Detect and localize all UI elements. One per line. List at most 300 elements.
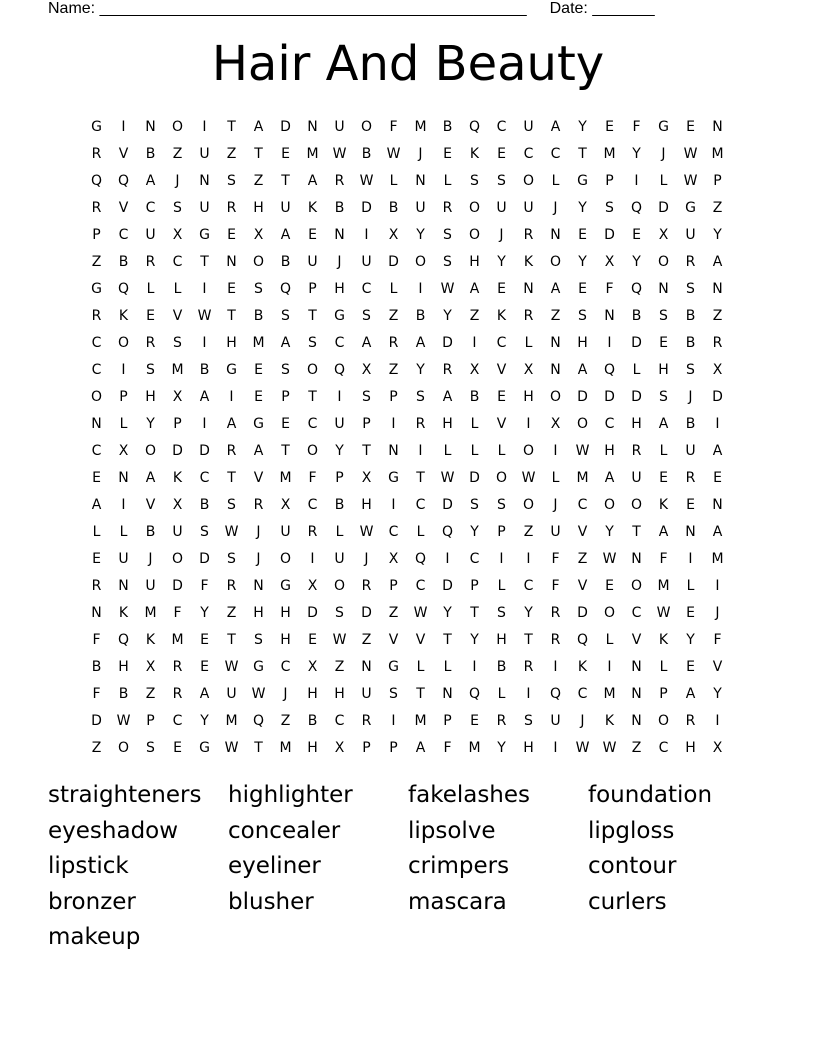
grid-letter: N bbox=[631, 712, 642, 729]
grid-letter: V bbox=[118, 145, 129, 162]
grid-letter: C bbox=[280, 658, 291, 675]
grid-letter: S bbox=[227, 550, 236, 567]
grid-letter: C bbox=[199, 469, 210, 486]
grid-letter: G bbox=[388, 469, 399, 486]
word-bank-item: foundation bbox=[588, 782, 713, 808]
grid-letter: H bbox=[523, 388, 534, 405]
grid-letter: U bbox=[145, 226, 156, 243]
grid-letter: H bbox=[145, 388, 156, 405]
grid-letter: A bbox=[604, 469, 615, 486]
grid-letter: S bbox=[227, 496, 236, 513]
grid-letter: L bbox=[497, 577, 506, 594]
grid-letter: J bbox=[553, 199, 558, 216]
grid-letter: O bbox=[549, 388, 562, 405]
grid-letter: F bbox=[713, 631, 722, 648]
grid-letter: W bbox=[575, 442, 590, 459]
grid-letter: G bbox=[253, 658, 264, 675]
grid-letter: H bbox=[334, 685, 345, 702]
grid-letter: O bbox=[360, 118, 373, 135]
grid-letter: W bbox=[251, 685, 266, 702]
grid-letter: M bbox=[576, 469, 589, 486]
grid-letter: H bbox=[577, 334, 588, 351]
name-blank: ________________________________________________ bbox=[99, 0, 527, 17]
grid-letter: I bbox=[202, 280, 207, 297]
grid-letter: Y bbox=[443, 307, 452, 324]
grid-letter: R bbox=[226, 199, 237, 216]
grid-letter: O bbox=[252, 253, 265, 270]
grid-letter: P bbox=[713, 172, 722, 189]
grid-letter: S bbox=[443, 226, 452, 243]
grid-letter: L bbox=[524, 334, 533, 351]
grid-letter: M bbox=[711, 550, 724, 567]
grid-letter: Q bbox=[117, 172, 130, 189]
word-bank-item: straighteners bbox=[48, 782, 202, 808]
word-search-grid bbox=[83, 113, 731, 761]
grid-letter: U bbox=[685, 442, 696, 459]
grid-letter: B bbox=[415, 307, 426, 324]
grid-letter: K bbox=[307, 199, 318, 216]
grid-letter: E bbox=[659, 334, 668, 351]
grid-letter: E bbox=[173, 739, 182, 756]
grid-letter: Z bbox=[361, 631, 372, 648]
grid-letter: G bbox=[199, 226, 210, 243]
grid-letter: C bbox=[469, 550, 480, 567]
grid-letter: D bbox=[712, 388, 723, 405]
grid-letter: Y bbox=[470, 631, 479, 648]
grid-letter: B bbox=[145, 145, 156, 162]
date-blank: _______ bbox=[592, 0, 655, 17]
grid-letter: V bbox=[118, 199, 129, 216]
grid-letter: A bbox=[712, 523, 723, 540]
grid-letter: J bbox=[553, 496, 558, 513]
grid-letter: L bbox=[443, 658, 452, 675]
grid-letter: I bbox=[229, 388, 234, 405]
grid-letter: I bbox=[715, 577, 720, 594]
grid-letter: L bbox=[659, 442, 668, 459]
grid-letter: A bbox=[415, 334, 426, 351]
grid-letter: C bbox=[577, 496, 588, 513]
grid-letter: P bbox=[308, 280, 317, 297]
grid-letter: M bbox=[279, 739, 292, 756]
grid-letter: I bbox=[472, 334, 477, 351]
grid-letter: Z bbox=[388, 604, 399, 621]
grid-letter: O bbox=[630, 496, 643, 513]
grid-letter: A bbox=[199, 388, 210, 405]
grid-letter: U bbox=[685, 226, 696, 243]
grid-letter: W bbox=[602, 550, 617, 567]
grid-letter: H bbox=[658, 361, 669, 378]
grid-letter: A bbox=[280, 334, 291, 351]
grid-letter: E bbox=[497, 145, 506, 162]
grid-letter: S bbox=[173, 334, 182, 351]
grid-letter: E bbox=[497, 280, 506, 297]
grid-letter: D bbox=[442, 577, 453, 594]
grid-letter: T bbox=[416, 469, 425, 486]
grid-letter: O bbox=[522, 496, 535, 513]
grid-letter: C bbox=[658, 739, 669, 756]
grid-letter: N bbox=[631, 658, 642, 675]
grid-letter: T bbox=[308, 388, 317, 405]
grid-letter: E bbox=[308, 631, 317, 648]
grid-letter: A bbox=[550, 118, 561, 135]
grid-letter: I bbox=[526, 685, 531, 702]
grid-letter: D bbox=[577, 604, 588, 621]
grid-letter: H bbox=[496, 631, 507, 648]
grid-letter: U bbox=[199, 199, 210, 216]
grid-letter: N bbox=[334, 226, 345, 243]
grid-letter: O bbox=[522, 442, 535, 459]
grid-letter: G bbox=[388, 658, 399, 675]
grid-letter: P bbox=[173, 415, 182, 432]
grid-letter: E bbox=[686, 658, 695, 675]
grid-letter: C bbox=[415, 496, 426, 513]
grid-letter: I bbox=[688, 550, 693, 567]
grid-letter: C bbox=[604, 415, 615, 432]
grid-letter: U bbox=[550, 712, 561, 729]
grid-letter: S bbox=[416, 388, 425, 405]
grid-letter: S bbox=[659, 307, 668, 324]
grid-letter: A bbox=[91, 496, 102, 513]
grid-letter: S bbox=[254, 280, 263, 297]
grid-letter: R bbox=[550, 604, 561, 621]
grid-letter: S bbox=[227, 172, 236, 189]
grid-letter: Z bbox=[334, 658, 345, 675]
grid-letter: R bbox=[253, 496, 264, 513]
grid-letter: Y bbox=[200, 712, 209, 729]
grid-letter: Y bbox=[578, 199, 587, 216]
grid-letter: Y bbox=[632, 145, 641, 162]
grid-letter: H bbox=[307, 739, 318, 756]
word-bank-item: blusher bbox=[228, 888, 314, 915]
grid-letter: L bbox=[119, 523, 128, 540]
grid-letter: C bbox=[307, 415, 318, 432]
grid-letter: T bbox=[200, 253, 209, 270]
word-bank-item: curlers bbox=[588, 888, 667, 915]
grid-letter: F bbox=[632, 118, 641, 135]
grid-letter: X bbox=[172, 496, 183, 513]
grid-letter: E bbox=[470, 712, 479, 729]
header-fields bbox=[48, 0, 655, 20]
grid-letter: R bbox=[91, 145, 102, 162]
grid-letter: G bbox=[226, 361, 237, 378]
grid-letter: Q bbox=[117, 280, 130, 297]
grid-letter: C bbox=[307, 496, 318, 513]
grid-letter: P bbox=[659, 685, 668, 702]
word-bank-item: eyeliner bbox=[228, 853, 321, 879]
grid-letter: P bbox=[362, 739, 371, 756]
grid-letter: W bbox=[521, 469, 536, 486]
grid-letter: N bbox=[685, 523, 696, 540]
grid-letter: H bbox=[334, 280, 345, 297]
grid-letter: U bbox=[226, 685, 237, 702]
grid-letter: Y bbox=[713, 226, 722, 243]
grid-letter: X bbox=[145, 658, 156, 675]
grid-letter: N bbox=[550, 361, 561, 378]
grid-letter: T bbox=[308, 307, 317, 324]
word-bank-item: lipsolve bbox=[408, 817, 496, 844]
grid-letter: C bbox=[91, 334, 102, 351]
grid-letter: O bbox=[306, 361, 319, 378]
grid-letter: U bbox=[361, 253, 372, 270]
grid-letter: R bbox=[388, 334, 399, 351]
grid-letter: I bbox=[202, 118, 207, 135]
grid-letter: E bbox=[281, 145, 290, 162]
grid-letter: X bbox=[307, 577, 318, 594]
grid-letter: N bbox=[361, 658, 372, 675]
grid-letter: Y bbox=[443, 604, 452, 621]
grid-letter: R bbox=[550, 631, 561, 648]
grid-letter: T bbox=[254, 739, 263, 756]
grid-letter: L bbox=[605, 631, 614, 648]
grid-letter: A bbox=[226, 415, 237, 432]
grid-letter: S bbox=[659, 388, 668, 405]
grid-letter: N bbox=[199, 172, 210, 189]
grid-letter: Z bbox=[253, 172, 264, 189]
grid-letter: M bbox=[144, 604, 157, 621]
grid-letter: P bbox=[335, 469, 344, 486]
grid-letter: Q bbox=[441, 523, 454, 540]
grid-letter: K bbox=[118, 604, 129, 621]
grid-letter: X bbox=[712, 361, 723, 378]
grid-letter: W bbox=[359, 523, 374, 540]
grid-letter: X bbox=[523, 361, 534, 378]
grid-letter: U bbox=[280, 199, 291, 216]
grid-letter: S bbox=[200, 523, 209, 540]
grid-letter: Y bbox=[497, 739, 506, 756]
grid-letter: C bbox=[172, 253, 183, 270]
grid-letter: Y bbox=[146, 415, 155, 432]
grid-letter: Q bbox=[333, 361, 346, 378]
grid-letter: E bbox=[578, 226, 587, 243]
grid-letter: V bbox=[577, 577, 588, 594]
grid-letter: X bbox=[334, 739, 345, 756]
grid-letter: I bbox=[607, 658, 612, 675]
grid-letter: T bbox=[524, 631, 533, 648]
grid-letter: N bbox=[307, 118, 318, 135]
grid-letter: R bbox=[172, 658, 183, 675]
grid-letter: W bbox=[224, 739, 239, 756]
grid-letter: J bbox=[256, 550, 261, 567]
grid-letter: U bbox=[307, 253, 318, 270]
grid-letter: H bbox=[280, 604, 291, 621]
grid-letter: H bbox=[604, 442, 615, 459]
grid-letter: V bbox=[496, 361, 507, 378]
grid-letter: I bbox=[607, 334, 612, 351]
grid-letter: N bbox=[712, 496, 723, 513]
grid-letter: R bbox=[361, 712, 372, 729]
grid-letter: H bbox=[307, 685, 318, 702]
grid-letter: R bbox=[361, 577, 372, 594]
grid-letter: S bbox=[146, 361, 155, 378]
grid-letter: F bbox=[659, 550, 668, 567]
grid-letter: I bbox=[202, 415, 207, 432]
grid-letter: A bbox=[307, 172, 318, 189]
grid-letter: A bbox=[199, 685, 210, 702]
grid-letter: T bbox=[227, 631, 236, 648]
grid-letter: S bbox=[362, 307, 371, 324]
grid-letter: S bbox=[443, 253, 452, 270]
grid-letter: Q bbox=[414, 550, 427, 567]
grid-letter: W bbox=[440, 469, 455, 486]
grid-letter: E bbox=[254, 388, 263, 405]
grid-letter: B bbox=[361, 145, 372, 162]
grid-letter: U bbox=[199, 145, 210, 162]
grid-letter: C bbox=[523, 577, 534, 594]
grid-letter: M bbox=[414, 118, 427, 135]
grid-letter: Q bbox=[549, 685, 562, 702]
grid-letter: Z bbox=[91, 739, 102, 756]
grid-letter: X bbox=[307, 658, 318, 675]
grid-letter: F bbox=[92, 685, 101, 702]
grid-letter: O bbox=[657, 712, 670, 729]
grid-letter: C bbox=[145, 199, 156, 216]
grid-letter: N bbox=[631, 550, 642, 567]
grid-letter: Z bbox=[712, 199, 723, 216]
grid-letter: B bbox=[307, 712, 318, 729]
grid-letter: D bbox=[442, 496, 453, 513]
grid-letter: M bbox=[225, 712, 238, 729]
grid-letter: Y bbox=[470, 523, 479, 540]
grid-letter: W bbox=[359, 172, 374, 189]
grid-letter: I bbox=[553, 442, 558, 459]
grid-letter: O bbox=[522, 172, 535, 189]
grid-letter: N bbox=[91, 604, 102, 621]
grid-letter: N bbox=[118, 577, 129, 594]
grid-letter: E bbox=[605, 118, 614, 135]
grid-letter: R bbox=[712, 334, 723, 351]
grid-letter: O bbox=[468, 199, 481, 216]
page-title: Hair And Beauty bbox=[211, 36, 605, 92]
grid-letter: B bbox=[199, 496, 210, 513]
grid-letter: I bbox=[499, 550, 504, 567]
grid-letter: S bbox=[686, 280, 695, 297]
grid-letter: Q bbox=[630, 280, 643, 297]
grid-letter: J bbox=[688, 388, 693, 405]
grid-letter: R bbox=[334, 172, 345, 189]
grid-letter: H bbox=[442, 415, 453, 432]
grid-letter: S bbox=[686, 361, 695, 378]
grid-letter: I bbox=[526, 415, 531, 432]
grid-letter: X bbox=[361, 361, 372, 378]
grid-letter: Q bbox=[90, 172, 103, 189]
grid-letter: N bbox=[712, 280, 723, 297]
grid-letter: R bbox=[307, 523, 318, 540]
grid-letter: U bbox=[172, 523, 183, 540]
grid-letter: M bbox=[306, 145, 319, 162]
grid-letter: S bbox=[497, 172, 506, 189]
grid-letter: L bbox=[551, 469, 560, 486]
grid-letter: J bbox=[661, 145, 666, 162]
grid-letter: P bbox=[92, 226, 101, 243]
grid-letter: X bbox=[118, 442, 129, 459]
grid-letter: L bbox=[92, 523, 101, 540]
grid-letter: B bbox=[118, 253, 129, 270]
grid-letter: E bbox=[605, 577, 614, 594]
word-bank-item: highlighter bbox=[228, 782, 353, 808]
grid-letter: I bbox=[337, 388, 342, 405]
grid-letter: E bbox=[308, 226, 317, 243]
grid-letter: Y bbox=[686, 631, 695, 648]
grid-letter: H bbox=[523, 739, 534, 756]
grid-letter: P bbox=[389, 388, 398, 405]
grid-letter: X bbox=[280, 496, 291, 513]
grid-letter: F bbox=[551, 577, 560, 594]
grid-letter: V bbox=[172, 307, 183, 324]
grid-letter: A bbox=[469, 280, 480, 297]
grid-letter: Y bbox=[416, 361, 425, 378]
grid-letter: R bbox=[145, 253, 156, 270]
grid-letter: S bbox=[470, 172, 479, 189]
grid-letter: D bbox=[577, 388, 588, 405]
grid-letter: J bbox=[715, 604, 720, 621]
grid-letter: B bbox=[685, 307, 696, 324]
grid-letter: V bbox=[415, 631, 426, 648]
grid-letter: L bbox=[389, 172, 398, 189]
grid-letter: S bbox=[497, 604, 506, 621]
grid-letter: D bbox=[631, 388, 642, 405]
grid-letter: S bbox=[254, 631, 263, 648]
grid-letter: P bbox=[389, 577, 398, 594]
grid-letter: S bbox=[146, 739, 155, 756]
grid-letter: B bbox=[253, 307, 264, 324]
grid-letter: H bbox=[226, 334, 237, 351]
grid-letter: J bbox=[175, 172, 180, 189]
grid-letter: U bbox=[280, 523, 291, 540]
grid-letter: Y bbox=[200, 604, 209, 621]
grid-letter: U bbox=[550, 523, 561, 540]
grid-letter: A bbox=[253, 442, 264, 459]
grid-letter: D bbox=[658, 199, 669, 216]
grid-letter: I bbox=[310, 550, 315, 567]
grid-letter: G bbox=[685, 199, 696, 216]
grid-letter: H bbox=[253, 199, 264, 216]
grid-letter: K bbox=[577, 658, 588, 675]
grid-letter: Z bbox=[91, 253, 102, 270]
grid-letter: F bbox=[443, 739, 452, 756]
grid-letter: L bbox=[659, 658, 668, 675]
grid-letter: K bbox=[604, 712, 615, 729]
grid-letter: W bbox=[197, 307, 212, 324]
grid-letter: R bbox=[685, 469, 696, 486]
grid-letter: B bbox=[118, 685, 129, 702]
grid-letter: S bbox=[335, 604, 344, 621]
grid-letter: V bbox=[577, 523, 588, 540]
grid-letter: I bbox=[472, 658, 477, 675]
grid-letter: A bbox=[145, 172, 156, 189]
grid-letter: L bbox=[146, 280, 155, 297]
grid-letter: R bbox=[442, 199, 453, 216]
grid-letter: O bbox=[333, 577, 346, 594]
grid-letter: U bbox=[118, 550, 129, 567]
grid-letter: E bbox=[713, 469, 722, 486]
grid-letter: C bbox=[388, 523, 399, 540]
grid-letter: I bbox=[391, 415, 396, 432]
grid-letter: U bbox=[496, 199, 507, 216]
grid-letter: J bbox=[364, 550, 369, 567]
grid-letter: S bbox=[524, 712, 533, 729]
grid-letter: V bbox=[145, 496, 156, 513]
grid-letter: O bbox=[117, 334, 130, 351]
grid-letter: F bbox=[173, 604, 182, 621]
grid-letter: R bbox=[523, 226, 534, 243]
grid-letter: X bbox=[550, 415, 561, 432]
grid-letter: O bbox=[171, 118, 184, 135]
grid-letter: C bbox=[91, 361, 102, 378]
grid-letter: U bbox=[631, 469, 642, 486]
grid-letter: E bbox=[227, 226, 236, 243]
grid-letter: I bbox=[418, 280, 423, 297]
grid-letter: F bbox=[389, 118, 398, 135]
